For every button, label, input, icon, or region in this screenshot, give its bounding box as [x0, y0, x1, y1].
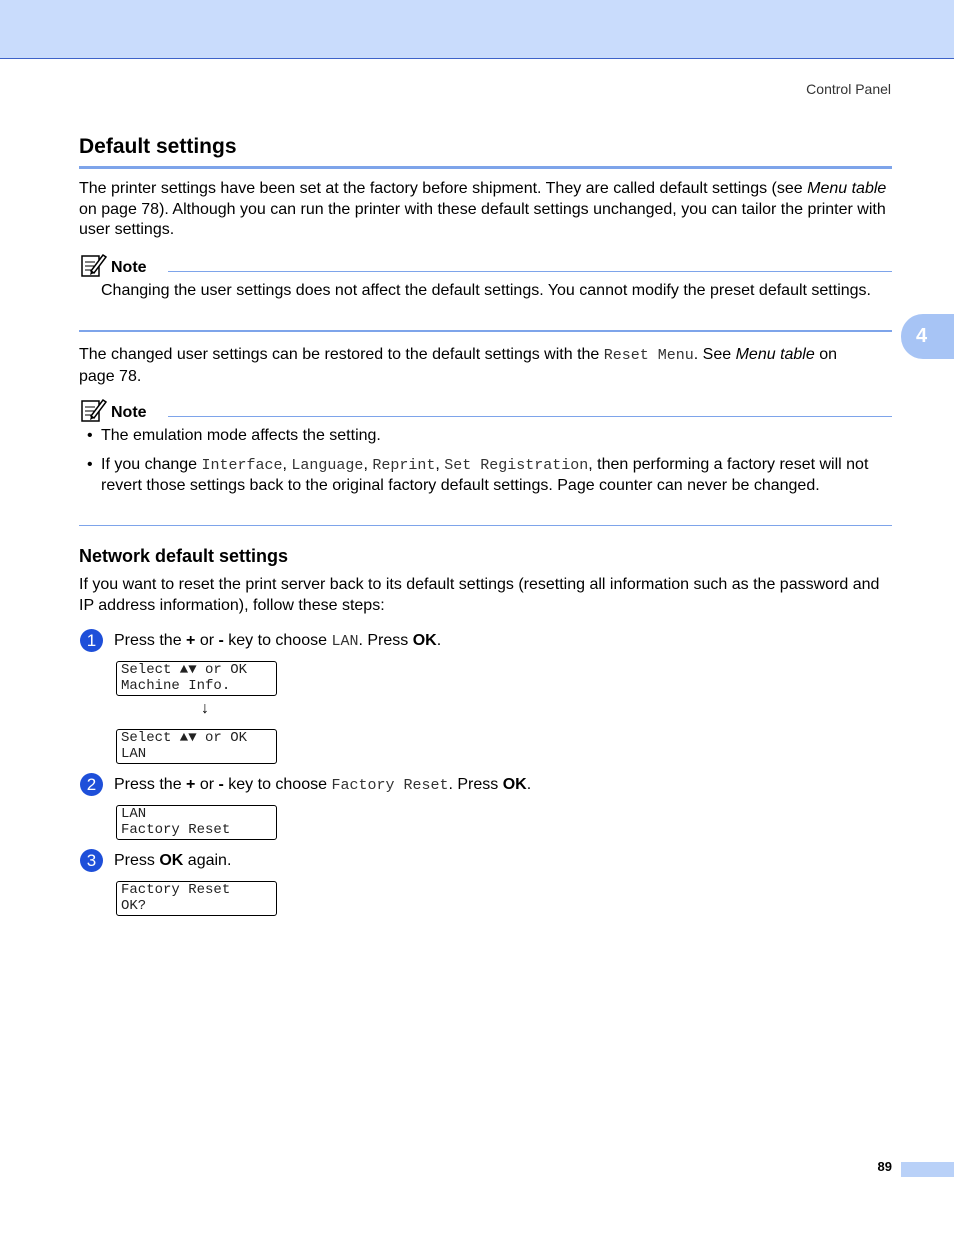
reset-menu-code: Reset Menu: [603, 347, 694, 364]
ok-key: OK: [412, 632, 437, 649]
note-label: Note: [111, 259, 147, 276]
top-band: [0, 0, 954, 59]
network-intro: If you want to reset the print server back to its default settings (resetting all information such as the password and IP address information), follow these steps:: [79, 576, 880, 614]
section-title-rule: [79, 166, 892, 169]
lcd-display: Select ▲▼ or OK LAN: [116, 729, 277, 764]
chapter-tab: [901, 314, 954, 359]
language-code: Language: [291, 456, 364, 474]
note-label: Note: [111, 404, 147, 421]
note-text: Changing the user settings does not affect the default settings. You cannot modify the preset default settings.: [101, 282, 871, 299]
step-number-badge: 2: [80, 773, 103, 796]
set-registration-code: Set Registration: [444, 456, 589, 474]
subsection-title: Network default settings: [79, 546, 289, 566]
lan-code: LAN: [331, 633, 359, 650]
step-number-badge: 3: [80, 849, 103, 872]
step-text: Press the + or - key to choose Factory Reset. Press OK.: [114, 776, 532, 794]
reprint-code: Reprint: [372, 456, 436, 474]
note-end-rule: [79, 525, 892, 526]
page-tab: [901, 1162, 954, 1177]
note-end-rule: [79, 330, 892, 332]
section-title: Default settings: [79, 135, 237, 158]
lcd-display: LAN Factory Reset: [116, 805, 277, 840]
note-bullet-list: [79, 426, 891, 497]
ok-key: OK: [159, 852, 184, 869]
note-header: [81, 253, 147, 277]
step-number-badge: 1: [80, 629, 103, 652]
page-number: 89: [877, 1159, 892, 1174]
note-pencil-icon: [81, 398, 107, 422]
step-text: Press OK again.: [114, 852, 232, 869]
interface-code: Interface: [201, 456, 283, 474]
ok-key: OK: [502, 776, 527, 793]
menu-table-link[interactable]: Menu table: [807, 180, 887, 197]
factory-reset-code: Factory Reset: [331, 777, 449, 794]
note-rule: [168, 271, 892, 272]
chapter-number: 4: [915, 325, 928, 347]
note-bullet: • If you change Interface, Language, Reprint, Set Registration, then performing a factory reset will not revert those settings back to the original factory default settings. Page counter can never be changed.: [79, 455, 891, 497]
intro-paragraph: The printer settings have been set at the factory before shipment. They are called default settings (see Menu table on page 78). Although you can run the printer with these default settings unchanged, you can tailor the printer with user settings.: [79, 180, 887, 238]
note-rule: [168, 416, 892, 417]
lcd-display: Select ▲▼ or OK Machine Info.: [116, 661, 277, 696]
lcd-display: Factory Reset OK?: [116, 881, 277, 916]
note-pencil-icon: [81, 253, 107, 277]
step-text: Press the + or - key to choose LAN. Press OK.: [114, 632, 442, 650]
note-bullet: • The emulation mode affects the setting.: [79, 426, 891, 447]
down-arrow-icon: ↓: [201, 700, 209, 717]
note-header: [81, 398, 147, 422]
restore-paragraph: The changed user settings can be restored to the default settings with the Reset Menu. See Menu table on page 78.: [79, 346, 838, 385]
running-head: Control Panel: [806, 81, 891, 97]
menu-table-link[interactable]: Menu table: [735, 346, 815, 363]
